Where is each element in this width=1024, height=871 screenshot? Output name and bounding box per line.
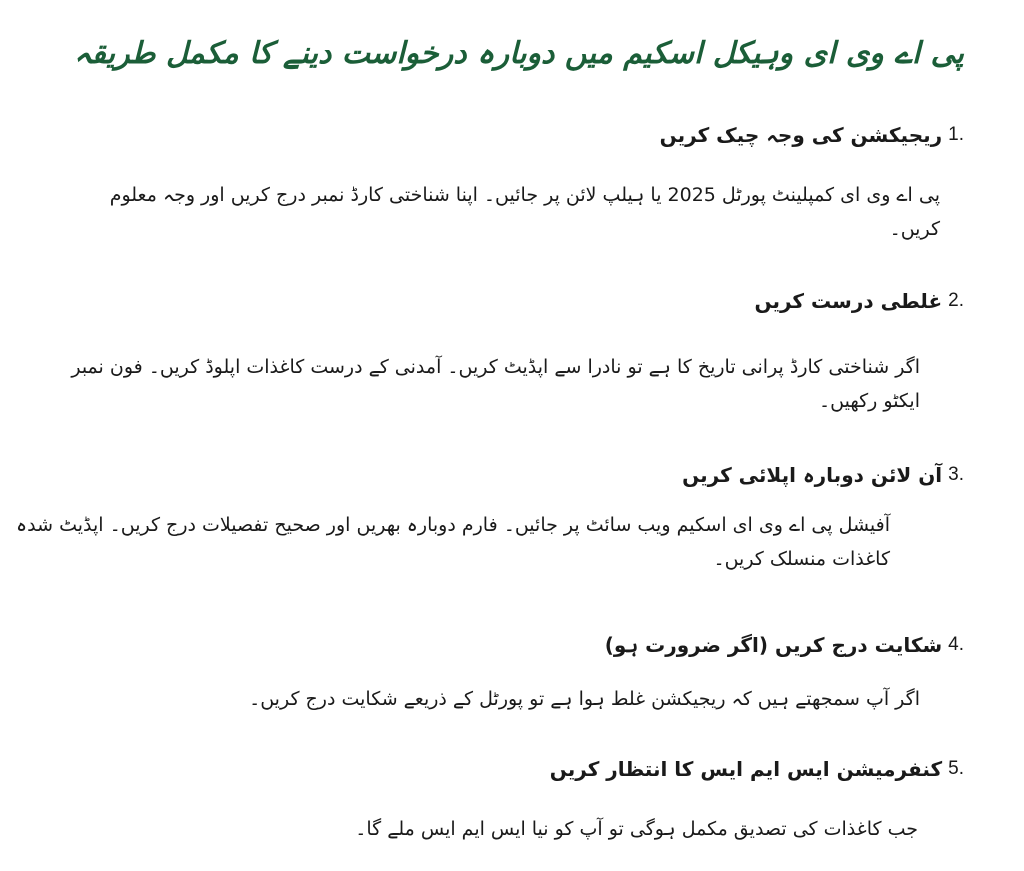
step-4-heading	[44, 628, 964, 662]
step-5-number: 5.	[948, 758, 964, 779]
step-2-number: 2.	[948, 290, 964, 311]
step-4-number: 4.	[948, 634, 964, 655]
step-5	[44, 752, 964, 846]
step-2-body: اگر شناختی کارڈ پرانی تاریخ کا ہے تو نادرا سے اپڈیٹ کریں۔ آمدنی کے درست کاغذات اپلوڈ کریں۔ فون نمبر ایکٹو رکھیں۔	[71, 356, 920, 412]
step-4	[44, 628, 964, 716]
step-3-body: آفیشل پی اے وی ای اسکیم ویب سائٹ پر جائیں۔ فارم دوبارہ بھریں اور صحیح تفصیلات درج کریں۔ اپڈیٹ شدہ کاغذات منسلک کریں۔	[16, 514, 890, 570]
step-2-heading	[44, 284, 964, 318]
step-3-heading	[44, 458, 964, 492]
step-5-heading	[44, 752, 964, 786]
step-1	[44, 118, 964, 246]
step-4-heading-text: شکایت درج کریں (اگر ضرورت ہو)	[604, 633, 943, 657]
step-1-body: پی اے وی ای کمپلینٹ پورٹل 2025 یا ہیلپ لائن پر جائیں۔ اپنا شناختی کارڈ نمبر درج کریں اور وجہ معلوم کریں۔	[109, 184, 940, 240]
page-title: پی اے وی ای وہیکل اسکیم میں دوبارہ درخواست دینے کا مکمل طریقہ	[73, 36, 964, 71]
step-3-heading-text: آن لائن دوبارہ اپلائی کریں	[682, 463, 943, 487]
step-3	[16, 458, 964, 576]
step-2	[44, 284, 964, 418]
step-5-body: جب کاغذات کی تصدیق مکمل ہوگی تو آپ کو نیا ایس ایم ایس ملے گا۔	[355, 818, 918, 840]
step-3-number: 3.	[948, 464, 964, 485]
step-5-heading-text: کنفرمیشن ایس ایم ایس کا انتظار کریں	[549, 757, 943, 781]
step-1-heading-text: ریجیکشن کی وجہ چیک کریں	[659, 123, 943, 147]
step-2-heading-text: غلطی درست کریں	[754, 289, 943, 313]
step-1-heading	[44, 118, 964, 152]
step-4-body: اگر آپ سمجھتے ہیں کہ ریجیکشن غلط ہوا ہے تو پورٹل کے ذریعے شکایت درج کریں۔	[249, 688, 920, 710]
step-1-number: 1.	[948, 124, 964, 145]
